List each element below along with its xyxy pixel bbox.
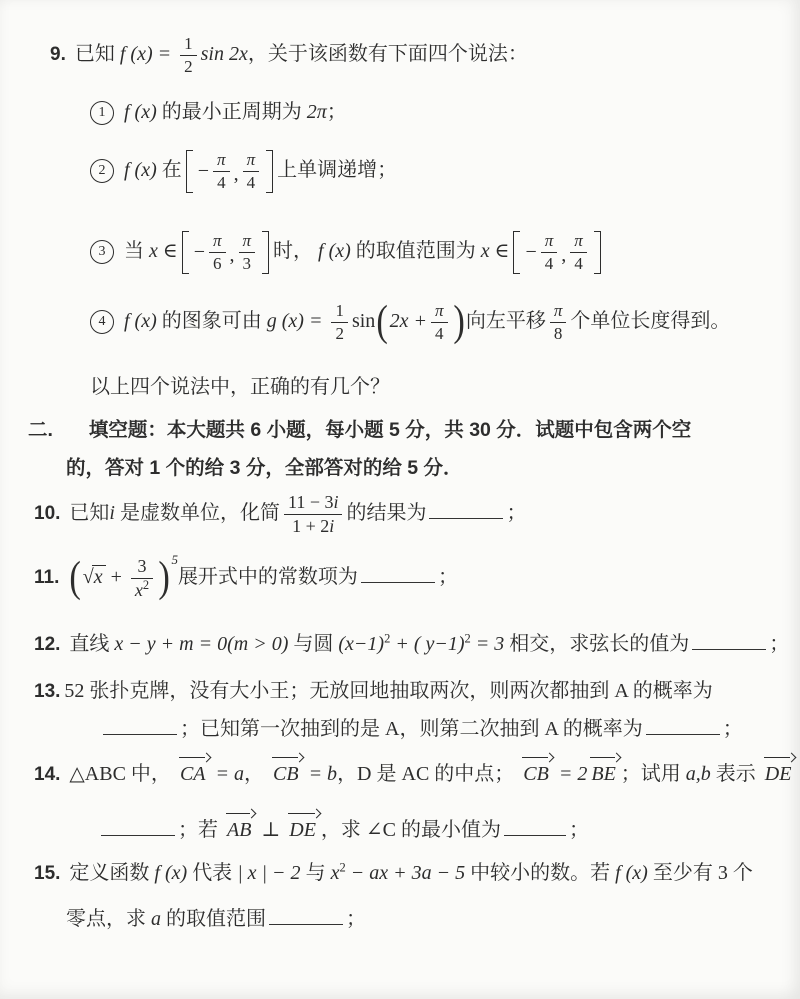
answer-blank: [361, 562, 435, 583]
question-15-line-1: [34, 860, 753, 887]
interval: − $\frac{\pi}{4}$ , $\frac{\pi}{4}$: [186, 148, 273, 195]
question-14-line-1: [34, 758, 796, 788]
right-bracket-icon: [262, 231, 269, 274]
fraction: $\frac{\pi}{8}$: [550, 301, 567, 344]
question-15-line-2: [66, 904, 366, 933]
text-run: 表示: [710, 763, 761, 785]
math-run: f (x): [318, 239, 351, 262]
fraction: $\frac{\pi}{6}$: [209, 231, 226, 274]
left-paren-icon: (: [376, 298, 389, 346]
text-run: 代表: [187, 862, 238, 884]
math-run: f (x): [154, 862, 188, 884]
radical-icon: √: [82, 565, 94, 588]
question-number: 15.: [34, 863, 61, 884]
math-run: sin 2x: [200, 42, 248, 65]
statement-4: [90, 298, 731, 346]
math-run: f (x): [615, 862, 648, 884]
math-run: f (x): [124, 309, 157, 332]
text-run: ；: [326, 101, 347, 123]
fraction: $\frac{\pi}{3}$: [239, 231, 256, 274]
fraction: $\frac{\pi}{4}$: [431, 301, 448, 344]
text-run: 至少有 3 个: [647, 862, 753, 884]
right-paren-icon: ): [158, 554, 171, 602]
text-run: 的取值范围: [161, 908, 266, 930]
right-bracket-icon: [594, 231, 601, 274]
statement-2: [90, 148, 397, 195]
text-run: 在: [156, 158, 182, 181]
text-run: △ABC 中，: [69, 763, 176, 785]
text-run: ，D 是 AC 的中点；: [337, 763, 520, 785]
section-2-header-line-1: [28, 417, 691, 443]
question-number: 14.: [34, 764, 61, 785]
circled-number-icon: 2: [90, 159, 114, 183]
text-run: 相交，求弦长的值为: [504, 633, 690, 655]
left-paren-icon: (: [69, 554, 82, 602]
text-run: ；: [506, 501, 527, 524]
text-run: 与: [300, 862, 331, 884]
text-run: 以上四个说法中，正确的有几个？: [90, 376, 390, 398]
math-run: x: [330, 862, 340, 884]
text-run: ；已知第一次抽到的是 A，则第二次抽到 A 的概率为: [180, 718, 643, 740]
answer-blank: [269, 904, 343, 925]
vector-arrowhead-icon: [544, 752, 554, 762]
vector-arrowhead-icon: [294, 752, 304, 762]
text-run: 中较小的数。若: [465, 862, 616, 884]
math-run: g (x) =: [266, 309, 328, 332]
left-bracket-icon: [182, 231, 189, 274]
fraction: $\frac{\pi}{4}$: [541, 231, 558, 274]
math-run: sin: [351, 309, 376, 332]
math-run: f (x) =: [119, 42, 177, 65]
math-run: a: [151, 908, 161, 930]
circled-number-icon: 1: [90, 101, 114, 125]
question-11: [34, 552, 458, 602]
text-run: ，: [244, 763, 269, 785]
math-run: +: [105, 565, 127, 588]
exponent: 5: [171, 552, 178, 568]
text-run: 的最小正周期为: [156, 101, 307, 123]
text-run: 定义函数: [69, 862, 155, 884]
vector: CB: [272, 758, 301, 788]
text-run: 当: [124, 239, 149, 262]
radical: √x: [83, 564, 106, 591]
fraction: $\frac{\pi}{4}$: [213, 150, 230, 193]
math-run: x ∈: [149, 239, 178, 262]
section-2-header-line-2: [66, 455, 463, 481]
text-run: 填空题：本大题共 6 小题，每小题 5 分，共 30 分．试题中包含两个空: [88, 419, 692, 441]
section-number: 二.: [28, 419, 53, 441]
text-run: 向左平移: [465, 309, 546, 332]
exponent: 2: [339, 860, 346, 875]
text-run: ；: [346, 908, 366, 930]
vector: DE: [764, 758, 794, 788]
text-run: 与圆: [288, 633, 339, 655]
vector: AB: [226, 814, 253, 844]
math-run: i: [109, 501, 115, 524]
math-run: a,b: [685, 763, 711, 785]
question-12: [34, 629, 789, 658]
math-run: = b: [303, 763, 338, 785]
math-run: + ( y−1): [390, 633, 465, 655]
fraction: $\frac{1}{2}$: [331, 301, 348, 344]
question-number: 12.: [34, 634, 61, 655]
exponent: 2: [384, 631, 391, 646]
math-run: f (x): [124, 101, 157, 123]
math-run: 2π: [306, 101, 327, 123]
question-number: 10.: [34, 502, 61, 524]
text-run: ；: [769, 633, 790, 655]
text-run: 的，答对 1 个的给 3 分，全部答对的给 5 分．: [66, 457, 463, 479]
text-run: 上单调递增；: [277, 158, 398, 181]
vector-arrowhead-icon: [787, 752, 797, 762]
fraction: $\frac{3}{x^2}$: [131, 556, 153, 601]
text-run: ；若: [178, 819, 223, 841]
question-10: [34, 492, 526, 537]
text-run: ，求 ∠C 的最小值为: [320, 819, 502, 841]
math-run: x ∈: [480, 239, 510, 262]
text-run: 52 张扑克牌，没有大小王；无放回地抽取两次，则两次都抽到 A 的概率为: [64, 680, 713, 702]
circled-number-icon: 3: [90, 240, 114, 264]
text-run: 直线: [69, 633, 115, 655]
statement-1: [90, 99, 347, 126]
vector: DE: [288, 814, 318, 844]
answer-blank: [103, 714, 177, 735]
left-bracket-icon: [513, 231, 520, 274]
vector-arrowhead-icon: [311, 808, 321, 818]
circled-number-icon: 4: [90, 310, 114, 334]
vector: CA: [179, 758, 208, 788]
math-run: ⊥: [256, 819, 286, 841]
math-run: (x−1): [338, 633, 385, 655]
fraction: $\frac{\pi}{4}$: [570, 231, 587, 274]
text-run: ；: [437, 565, 458, 588]
text-run: 时，: [273, 239, 319, 262]
answer-blank: [504, 815, 566, 836]
fraction: $\frac{11 - 3i}{1 + 2i}$: [284, 492, 343, 537]
text-run: 展开式中的常数项为: [177, 565, 358, 588]
answer-blank: [429, 498, 503, 519]
question-13-line-2: [100, 714, 743, 743]
text-run: ；: [722, 718, 743, 740]
text-run: 已知: [74, 42, 120, 65]
math-run: x − y + m = 0(m > 0): [114, 633, 289, 655]
math-run: = 3: [470, 633, 505, 655]
math-run: 2x +: [389, 309, 428, 332]
question-9-intro: [50, 34, 528, 77]
text-run: 已知: [69, 501, 110, 524]
text-run: 的结果为: [346, 501, 427, 524]
vector-arrowhead-icon: [201, 752, 211, 762]
text-run: 是虚数单位，化简: [114, 501, 280, 524]
text-run: 的取值范围为: [350, 239, 481, 262]
right-paren-icon: ): [452, 298, 465, 346]
right-bracket-icon: [266, 150, 273, 193]
exponent: 2: [464, 631, 471, 646]
vector: BE: [590, 758, 617, 788]
question-number: 9.: [50, 43, 66, 65]
question-9-closing: [90, 374, 390, 401]
answer-blank: [692, 629, 766, 650]
text-run: ；试用: [620, 763, 686, 785]
math-run: f (x): [124, 158, 157, 181]
question-number: 11.: [34, 566, 60, 588]
statement-3: [90, 229, 605, 276]
text-run: 零点，求: [66, 908, 151, 930]
answer-blank: [646, 714, 720, 735]
vector-arrowhead-icon: [247, 808, 257, 818]
fraction: $\frac{\pi}{4}$: [243, 150, 260, 193]
text-run: ，关于该函数有下面四个说法：: [247, 42, 528, 65]
interval: − $\frac{\pi}{6}$ , $\frac{\pi}{3}$: [182, 229, 269, 276]
text-run: 个单位长度得到。: [570, 309, 731, 332]
question-13-line-1: [34, 678, 713, 705]
question-14-line-2: [98, 814, 589, 844]
left-bracket-icon: [186, 150, 193, 193]
text-run: 的图象可由: [156, 309, 267, 332]
math-run: − ax + 3a − 5: [345, 862, 466, 884]
math-run: | x | − 2: [237, 862, 301, 884]
vector: CB: [522, 758, 551, 788]
vector-arrowhead-icon: [611, 752, 621, 762]
fraction: $\frac{1}{2}$: [180, 34, 197, 77]
text-run: ；: [569, 819, 590, 841]
answer-blank: [101, 815, 175, 836]
question-number: 13.: [34, 681, 61, 702]
math-run: = 2: [553, 763, 588, 785]
math-run: = a: [210, 763, 244, 785]
interval: − $\frac{\pi}{4}$ , $\frac{\pi}{4}$: [513, 229, 600, 276]
